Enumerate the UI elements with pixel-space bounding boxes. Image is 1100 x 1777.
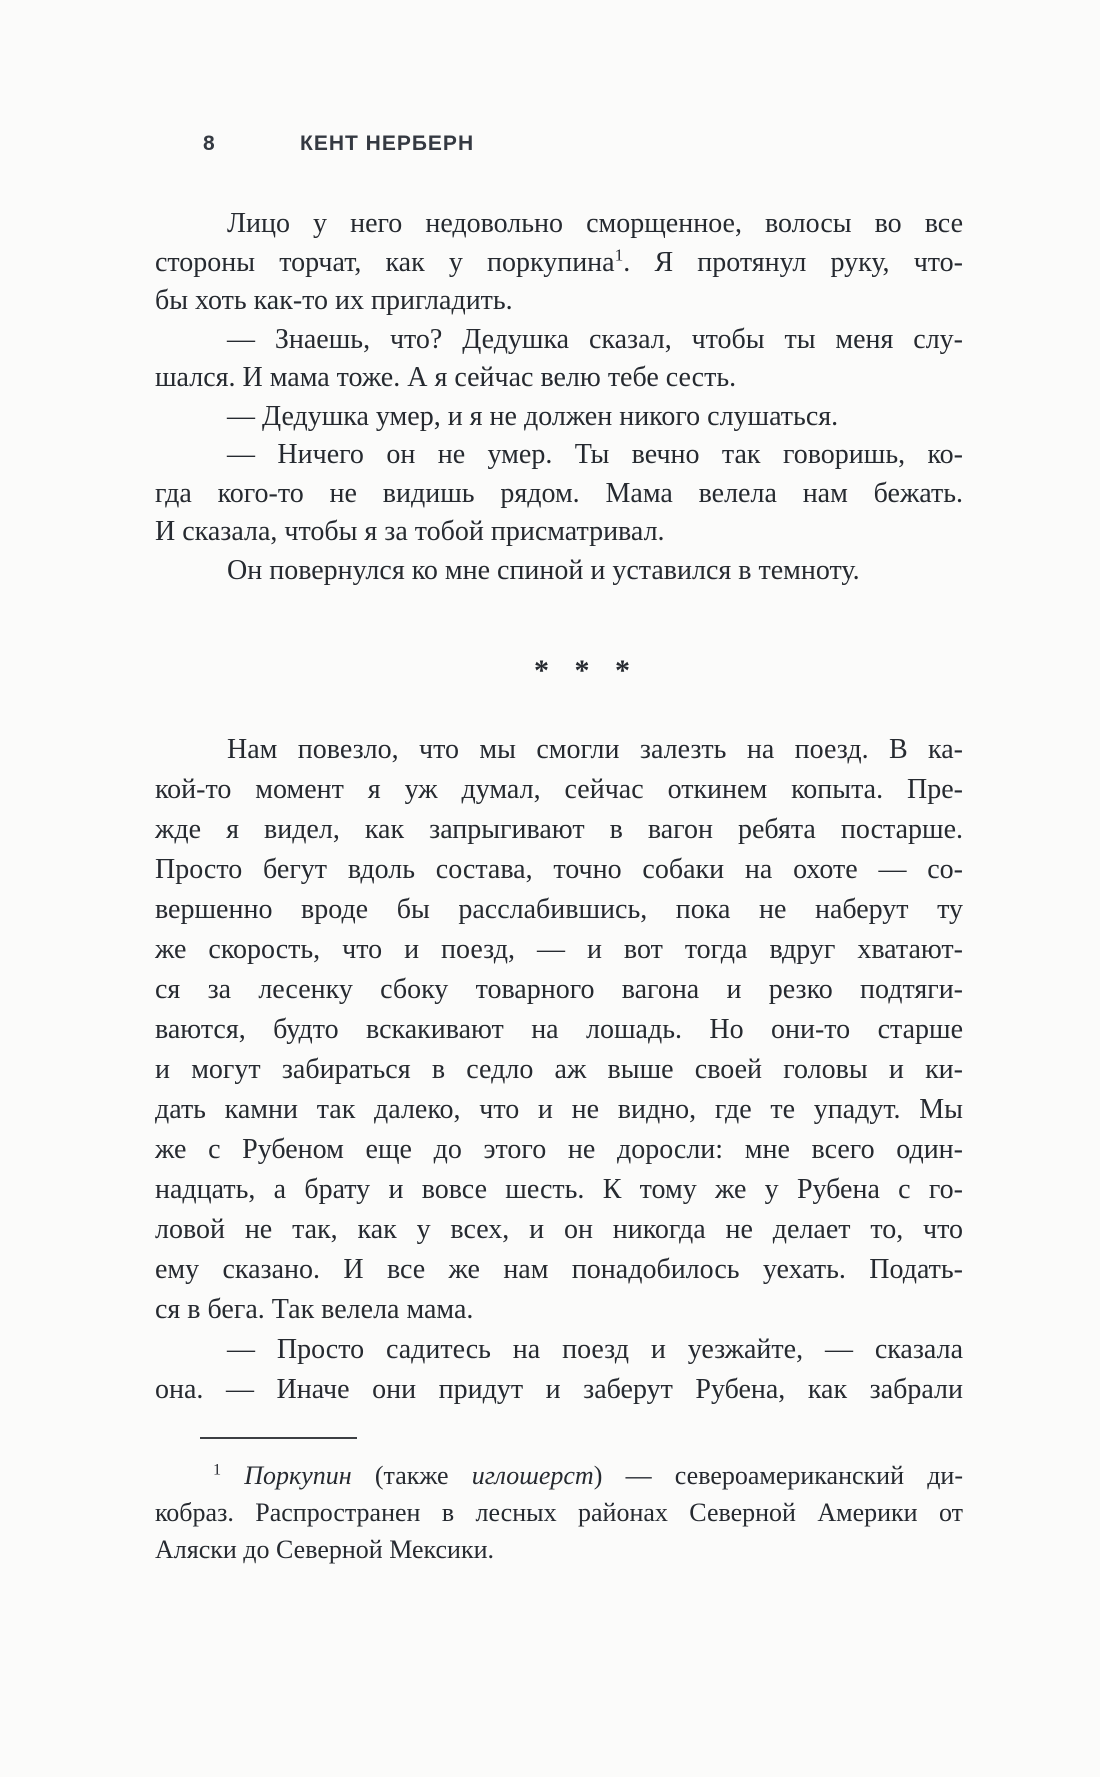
text-line: [155, 850, 963, 890]
footnote-ref: 1: [614, 245, 624, 265]
page-number: 8: [203, 132, 215, 155]
text-segment: и могут забираться в седло аж выше своей головы и ки-: [155, 1054, 963, 1085]
text-line: [155, 1130, 963, 1170]
text-line: [155, 321, 963, 360]
text-segment: — Просто садитесь на поезд и уезжайте, — сказала: [227, 1334, 963, 1365]
text-segment: ся в бега. Так велела мама.: [155, 1294, 474, 1325]
text-segment: ) — североамериканский ди-: [593, 1461, 964, 1490]
text-line: [155, 282, 963, 321]
text-line: [155, 1170, 963, 1210]
text-line: [155, 513, 963, 552]
text-line: [155, 398, 963, 437]
text-segment: жде я видел, как запрыгивают в вагон ребята постарше.: [155, 814, 963, 845]
text-segment: [221, 1461, 244, 1490]
text-line: [155, 970, 963, 1010]
text-line: [155, 1290, 963, 1330]
text-segment: кобраз. Распространен в лесных районах Северной Америки от: [155, 1498, 963, 1527]
text-segment: — Дедушка умер, и я не должен никого слушаться.: [227, 400, 839, 432]
text-segment: же скорость, что и поезд, — и вот тогда вдруг хватают-: [155, 934, 963, 965]
text-segment: И сказала, чтобы я за тобой присматривал.: [155, 516, 665, 547]
italic-text-segment: иглошерст: [471, 1461, 594, 1490]
text-segment: ловой не так, как у всех, и он никогда не делает то, что: [155, 1214, 963, 1245]
text-line: [155, 436, 963, 475]
text-line: [155, 1090, 963, 1130]
text-segment: шался. И мама тоже. А я сейчас велю тебе сесть.: [155, 362, 737, 393]
text-line: [155, 1494, 963, 1531]
text-segment: вершенно вроде бы расслабившись, пока не наберут ту: [155, 894, 963, 925]
footnote: [155, 1457, 963, 1568]
text-segment: (также: [351, 1461, 472, 1490]
text-segment: кой-то момент я уж думал, сейчас откинем копыта. Пре-: [155, 774, 963, 805]
running-head: КЕНТ НЕРБЕРН: [300, 132, 475, 155]
text-segment: Лицо у него недовольно сморщенное, волосы во все: [227, 208, 963, 239]
text-segment: Нам повезло, что мы смогли залезть на поезд. В ка-: [227, 734, 963, 765]
text-line: [155, 475, 963, 514]
text-segment: ваются, будто вскакивают на лошадь. Но они-то старше: [155, 1014, 963, 1045]
text-line: [155, 1370, 963, 1410]
text-segment: надцать, а брату и вовсе шесть. К тому же у Рубена с го-: [155, 1174, 963, 1205]
text-segment: — Знаешь, что? Дедушка сказал, чтобы ты меня слу-: [227, 323, 963, 355]
text-line: [155, 1250, 963, 1290]
text-segment: Аляски до Северной Мексики.: [155, 1535, 495, 1564]
italic-text-segment: Поркупин: [244, 1461, 352, 1490]
text-segment: дать камни так далеко, что и не видно, где те упадут. Мы: [155, 1094, 963, 1125]
text-segment: ему сказано. И все же нам понадобилось уехать. Подать-: [155, 1254, 963, 1285]
text-segment: гда кого-то не видишь рядом. Мама велела нам бежать.: [155, 477, 963, 509]
page-header: [155, 132, 963, 158]
text-line: [155, 1457, 963, 1494]
text-line: [155, 1050, 963, 1090]
text-block-bottom: [155, 730, 963, 1410]
text-segment: . Я протянул руку, что-: [623, 246, 963, 278]
text-segment: ся за лесенку сбоку товарного вагона и резко подтяги-: [155, 974, 963, 1005]
text-line: [155, 810, 963, 850]
text-segment: она. — Иначе они придут и заберут Рубена, как забрали: [155, 1374, 963, 1405]
text-line: [155, 770, 963, 810]
text-line: [155, 552, 963, 591]
footnote-ref: 1: [213, 1461, 222, 1479]
text-line: [155, 890, 963, 930]
text-line: [155, 730, 963, 770]
text-segment: же с Рубеном еще до этого не доросли: мне всего один-: [155, 1134, 963, 1165]
text-line: [155, 244, 963, 283]
text-line: [155, 205, 963, 244]
text-line: [155, 1531, 963, 1568]
text-segment: Он повернулся ко мне спиной и уставился в темноту.: [227, 554, 860, 586]
text-line: [155, 1010, 963, 1050]
text-block-top: [155, 205, 963, 590]
text-segment: стороны торчат, как у поркупина: [155, 246, 615, 278]
section-break: * * *: [534, 654, 630, 687]
text-line: [155, 1210, 963, 1250]
text-segment: бы хоть как-то их пригладить.: [155, 285, 513, 316]
text-line: [155, 930, 963, 970]
text-segment: — Ничего он не умер. Ты вечно так говоришь, ко-: [227, 439, 963, 470]
footnote-rule: [200, 1437, 357, 1439]
text-line: [155, 1330, 963, 1370]
text-segment: Просто бегут вдоль состава, точно собаки на охоте — со-: [155, 854, 963, 885]
text-line: [155, 359, 963, 398]
